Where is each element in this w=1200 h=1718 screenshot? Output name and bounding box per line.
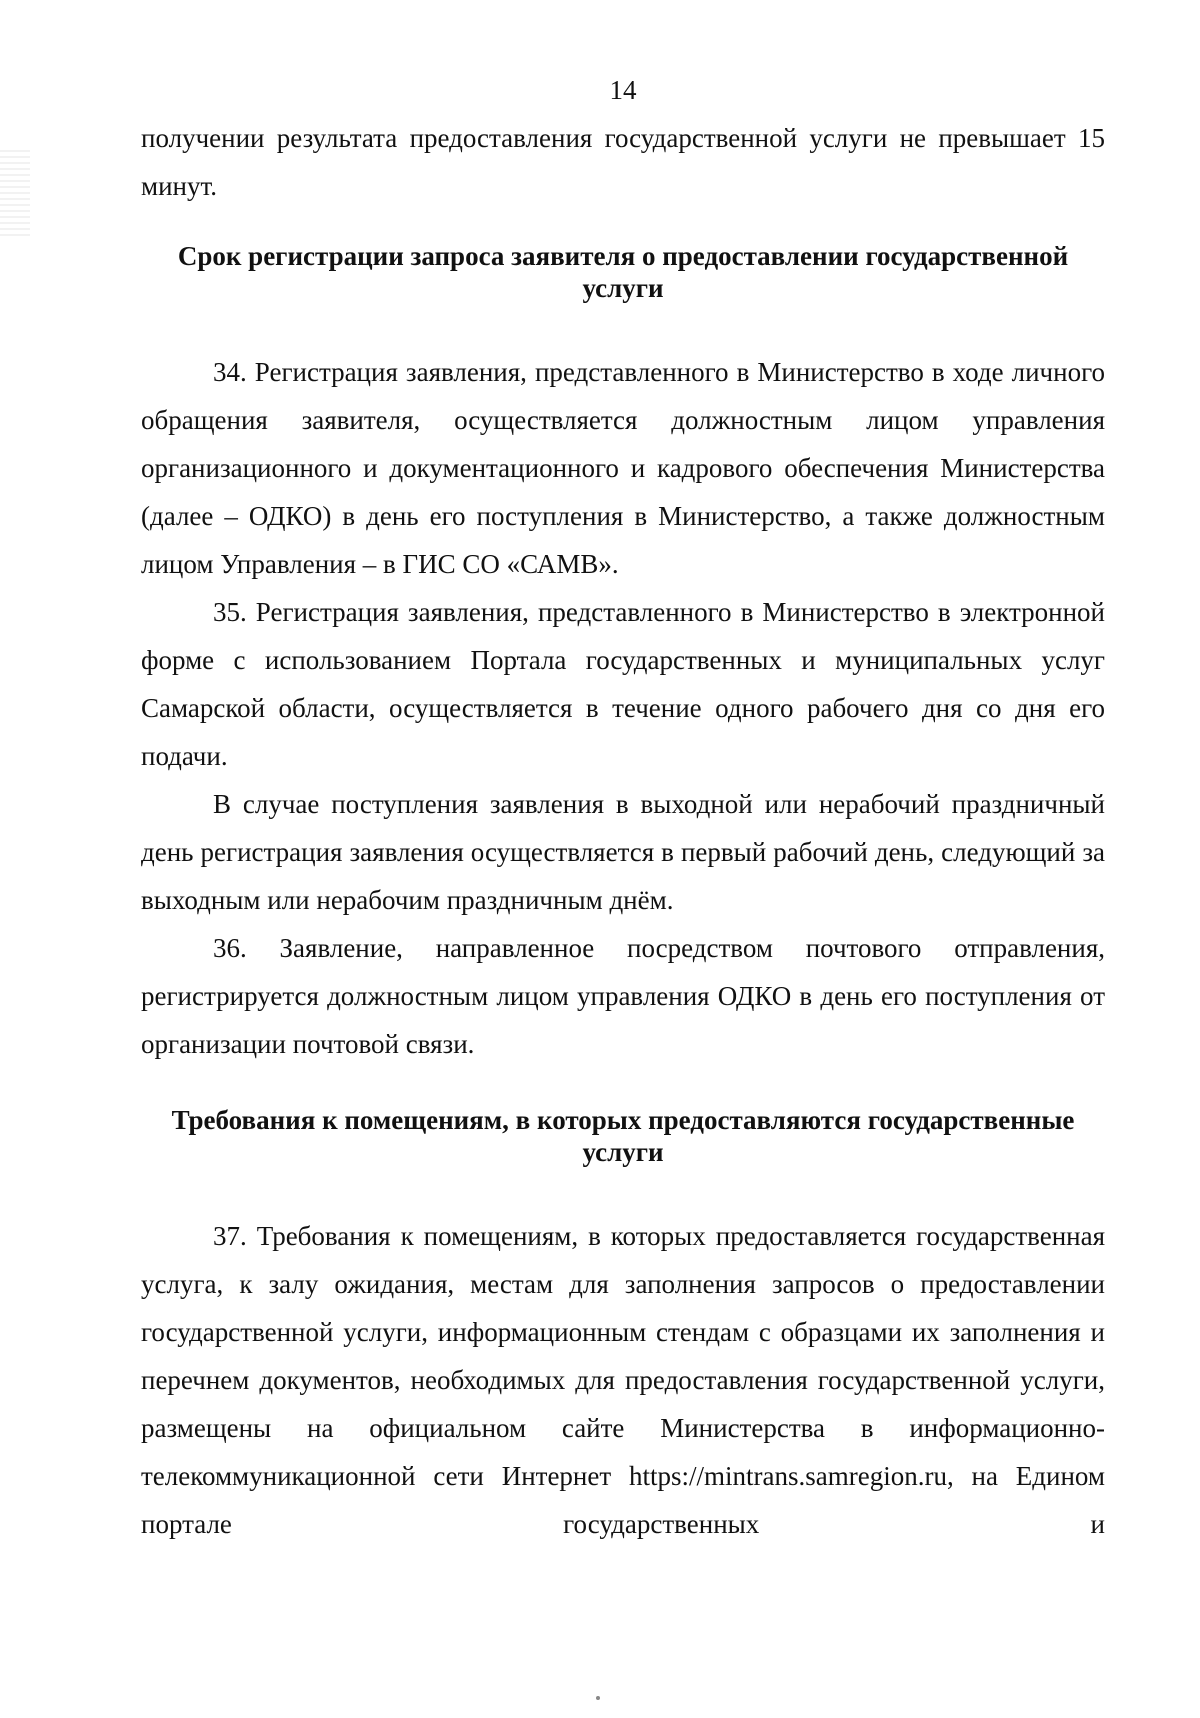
page-number: 14: [609, 75, 637, 105]
paragraph-item-35: 35. Регистрация заявления, представленного в Министерство в электронной форме с использованием Портала государственных и муниципальных услуг Самарской области, осуществляется в течение одного рабочего дня со дня его подачи.: [141, 597, 1105, 771]
scan-artifact: [0, 150, 30, 240]
page-content: [141, 66, 1105, 1548]
paragraph-item-37: 37. Требования к помещениям, в которых предоставляется государственная услуга, к залу ожидания, местам для заполнения запросов о предоставлении государственной услуги, информационным стендам с образцами их заполнения и перечнем документов, необходимых для предоставления государственной услуги, размещены на официальном сайте Министерства в информационно-телекоммуникационной сети Интернет https://mintrans.samregion.ru, на Едином портале государственных и: [141, 1221, 1105, 1539]
section-heading-premises-requirements: Требования к помещениям, в которых предоставляются государственные услуги: [171, 1105, 1075, 1167]
scan-dot: [596, 1696, 600, 1700]
paragraph-item-34: 34. Регистрация заявления, представленного в Министерство в ходе личного обращения заявителя, осуществляется должностным лицом управления организационного и документационного и кадрового обеспечения Министерства (далее – ОДКО) в день его поступления в Министерство, а также должностным лицом Управления – в ГИС СО «САМВ».: [141, 357, 1105, 579]
paragraph-holiday-case: В случае поступления заявления в выходной или нерабочий праздничный день регистрация заявления осуществляется в первый рабочий день, следующий за выходным или нерабочим праздничным днём.: [141, 789, 1105, 915]
paragraph-continuation: получении результата предоставления государственной услуги не превышает 15 минут.: [141, 123, 1105, 201]
section-heading-registration-term: Срок регистрации запроса заявителя о предоставлении государственной услуги: [177, 241, 1069, 303]
paragraph-item-36: 36. Заявление, направленное посредством почтового отправления, регистрируется должностным лицом управления ОДКО в день его поступления от организации почтовой связи.: [141, 933, 1105, 1059]
